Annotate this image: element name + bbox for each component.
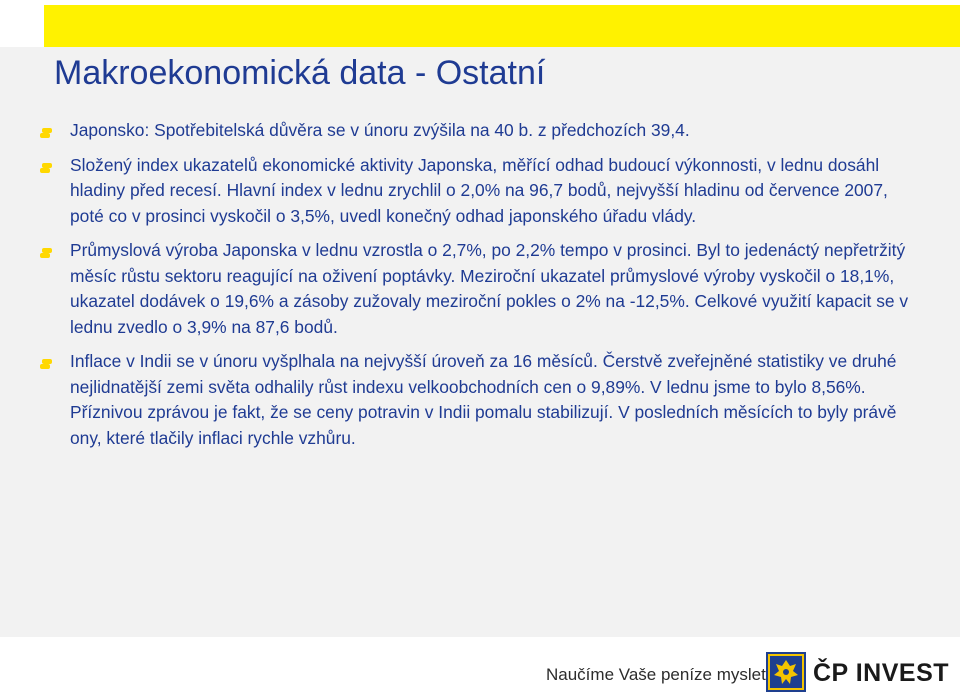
slide-title: Makroekonomická data - Ostatní <box>54 54 546 92</box>
bullet-icon <box>40 359 52 369</box>
bullet-text: Japonsko: Spotřebitelská důvěra se v únoru zvýšila na 40 b. z předchozích 39,4. <box>70 120 690 140</box>
header-stripe <box>44 5 960 47</box>
bullet-icon <box>40 248 52 258</box>
cp-invest-logo-icon <box>766 652 806 692</box>
footer-brand: ČP INVEST <box>813 659 950 687</box>
bullet-text: Inflace v Indii se v únoru vyšplhala na nejvyšší úroveň za 16 měsíců. Čerstvě zveřejněné statistiky ve druhé nejlidnatější zemi světa odhalily růst indexu velkoobchodních cen o 9,89%. V lednu jsme to bylo 8,56%. Příznivou zprávou je fakt, že se ceny potravin v Indii pomalu stabilizují. V posledních měsících to byly právě ony, které tlačily inflaci rychle vzhůru. <box>70 351 897 448</box>
bullet-text: Složený index ukazatelů ekonomické aktivity Japonska, měřící odhad budoucí výkonnosti, v lednu dosáhl hladiny před recesí. Hlavní index v lednu zrychlil o 2,0% na 96,7 bodů, nejvyšší hladinu od července 2007, poté co v prosinci vyskočil o 3,5%, uvedl konečný odhad japonského úřadu vlády. <box>70 154 888 226</box>
bullet-list <box>0 118 960 460</box>
bullet-text: Průmyslová výroba Japonska v lednu vzrostla o 2,7%, po 2,2% tempo v prosinci. Byl to jedenáctý nepřetržitý měsíc růstu sektoru reagující na oživení poptávky. Meziroční ukazatel průmyslové výroby vyskočil o 18,1%, ukazatel dodávek o 19,6% a zásoby zužovaly meziroční pokles o 2% na -12,5%. Celkové využití kapacit se v lednu zvedlo o 3,9% na 87,6 bodů. <box>70 240 909 337</box>
bullet-item <box>0 349 960 451</box>
footer-slogan: Naučíme Vaše peníze myslet <box>546 665 766 684</box>
bullet-item <box>0 238 960 340</box>
bullet-item <box>0 153 960 230</box>
bullet-item <box>0 118 960 144</box>
bullet-icon <box>40 128 52 138</box>
bullet-icon <box>40 163 52 173</box>
